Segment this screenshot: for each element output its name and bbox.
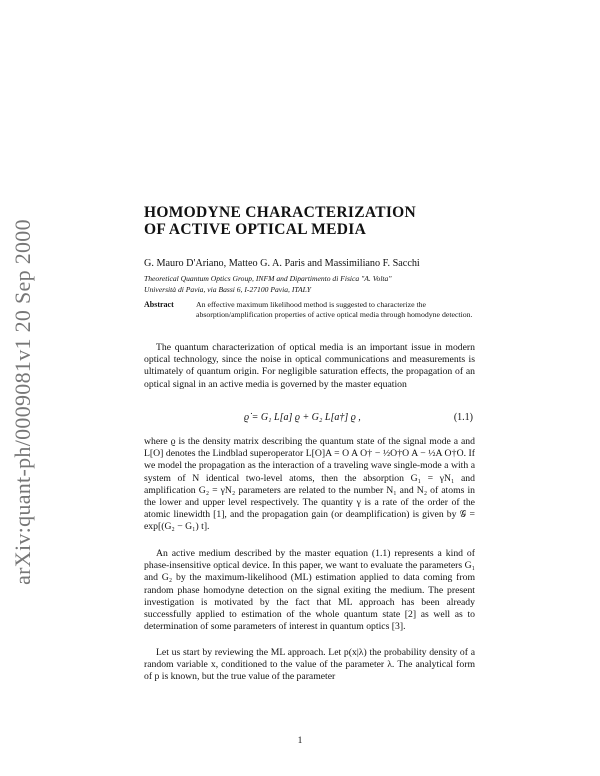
title-line-2: OF ACTIVE OPTICAL MEDIA — [144, 221, 367, 238]
paper-title — [144, 204, 474, 238]
title-line-1: HOMODYNE CHARACTERIZATION — [144, 204, 417, 221]
arxiv-stamp-text: arXiv:quant-ph/0009081v1 20 Sep 2000 — [10, 219, 36, 585]
author-list: G. Mauro D'Ariano, Matteo G. A. Paris and Massimiliano F. Sacchi — [144, 258, 420, 269]
abstract-label: Abstract — [144, 300, 174, 309]
equation-number: (1.1) — [453, 412, 473, 423]
equation-body: ϱ̇ = G₁ L[a] ϱ + G₂ L[a†] ϱ , — [244, 412, 361, 423]
intro-paragraph: The quantum characterization of optical media is an important issue in modern optical technology, since the noise in optical communications and measurements is ultimately of quantum origin. For negligible saturation effects, the propagation of an optical signal in an active media is governed by the master equation — [144, 342, 475, 390]
active-medium-paragraph: An active medium described by the master equation (1.1) represents a kind of phase-insensitive optical device. In this paper, we want to evaluate the parameters G₁ and G₂ by the maximum-likelihood (ML) estimation applied to data coming from random phase homodyne detection on the signal exiting the medium. The present investigation is motivated by the fact that ML approach has been already successfully applied to estimation of the whole quantum state [2] as well as to determination of some parameters of interest in quantum optics [3]. — [144, 548, 475, 633]
abstract-text: An effective maximum likelihood method is suggested to characterize the absorption/amplification properties of active optical media through homodyne detection. — [196, 300, 473, 319]
after-equation-paragraph: where ϱ is the density matrix describing the quantum state of the signal mode a and L[O] denotes the Lindblad superoperator L[O]A = O A O† − ½O†O A − ½A O†O. If we model the propagation as the interaction of a traveling wave single-mode a with a system of N identical two-level atoms, then the absorption G₁ = γN₁ and amplification G₂ = γN₂ parameters are related to the number N₁ and N₂ of atoms in the lower and upper level respectively. The quantity γ is a rate of the order of the atomic linewidth [1], and the propagation gain (or deamplification) is given by 𝒢 = exp[(G₂ − G₁) t]. — [144, 436, 475, 533]
master-equation — [144, 412, 475, 426]
arxiv-identifier-stamp — [8, 192, 38, 612]
affiliation-line-2: Università di Pavia, via Bassi 6, I-27100 Pavia, ITALY — [144, 285, 311, 294]
ml-approach-paragraph: Let us start by reviewing the ML approach. Let p(x|λ) the probability density of a random variable x, conditioned to the value of the parameter λ. The analytical form of p is known, but the true value of the parameter — [144, 647, 475, 683]
affiliation-line-1: Theoretical Quantum Optics Group, INFM and Dipartimento di Fisica "A. Volta" — [144, 274, 392, 283]
page-number: 1 — [297, 736, 303, 746]
